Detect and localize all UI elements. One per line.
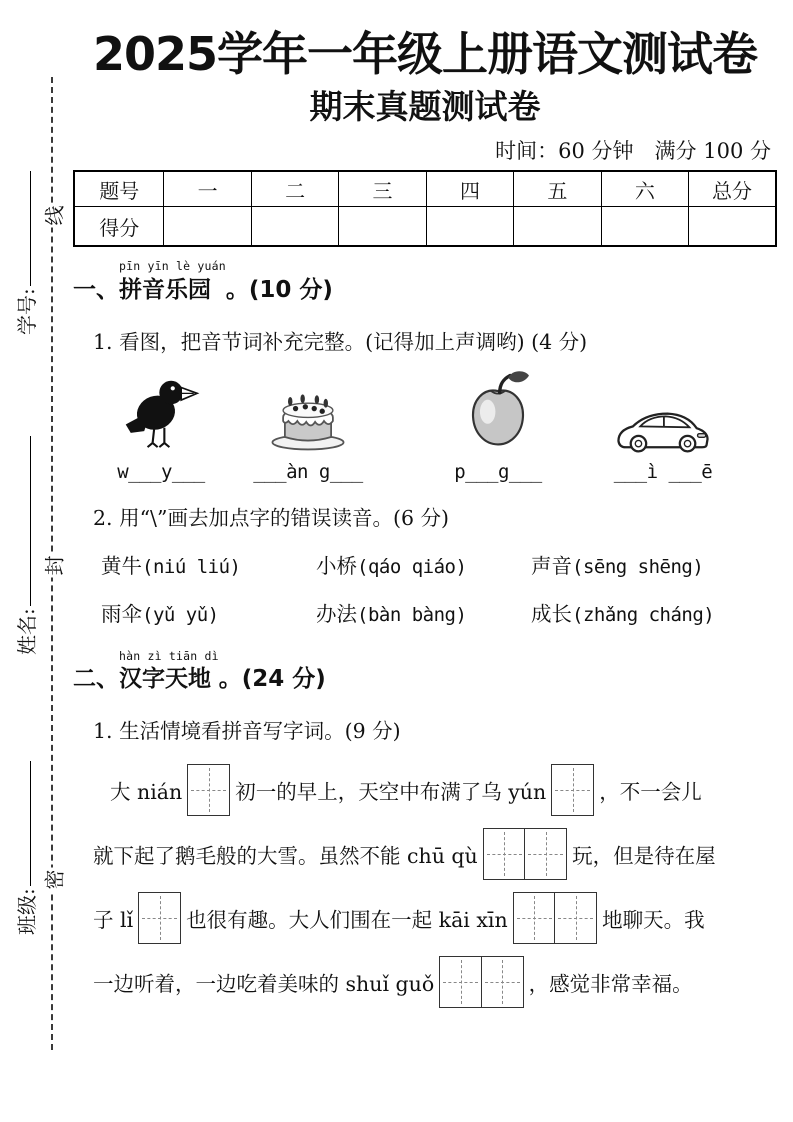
score-input-cell[interactable] bbox=[426, 207, 513, 247]
crow-icon bbox=[117, 369, 205, 453]
write-box[interactable] bbox=[439, 956, 523, 1008]
score-input-cell[interactable] bbox=[164, 207, 251, 247]
score-input-cell[interactable] bbox=[339, 207, 426, 247]
class-blank[interactable] bbox=[28, 761, 31, 886]
word-item bbox=[101, 549, 316, 579]
paragraph-line-3 bbox=[73, 886, 777, 950]
word-row-1 bbox=[73, 549, 777, 579]
line-text: 地聊天。我 bbox=[602, 907, 705, 932]
line-text: 大 nián bbox=[110, 779, 183, 804]
score-input-cell[interactable] bbox=[601, 207, 688, 247]
paragraph-line-1 bbox=[73, 758, 777, 822]
word-reading[interactable]: (qáo qiáo) bbox=[357, 555, 467, 578]
section2-heading bbox=[73, 648, 777, 694]
write-box[interactable] bbox=[187, 764, 230, 816]
score-input-cell[interactable] bbox=[251, 207, 338, 247]
word-item bbox=[316, 549, 531, 579]
student-number-label: 学号: bbox=[15, 288, 39, 335]
score-header-cell: 五 bbox=[514, 171, 601, 207]
page-subtitle: 期末真题测试卷 bbox=[309, 86, 541, 126]
time-score-info: 时间：60 分钟 满分 100 分 bbox=[495, 139, 771, 164]
word-reading[interactable]: (sēng shēng) bbox=[572, 555, 704, 578]
word-cn: 雨伞 bbox=[101, 601, 142, 626]
name-field bbox=[11, 436, 40, 655]
word-item bbox=[531, 549, 703, 579]
cake-icon bbox=[262, 373, 354, 453]
score-table bbox=[73, 170, 777, 247]
word-row-2 bbox=[73, 597, 777, 627]
word-reading[interactable]: (zhǎng cháng) bbox=[572, 603, 715, 626]
score-header-cell: 一 bbox=[164, 171, 251, 207]
item-cake bbox=[238, 363, 378, 483]
line-text: ，感觉非常幸福。 bbox=[528, 971, 693, 996]
student-number-blank[interactable] bbox=[28, 171, 31, 286]
write-box[interactable] bbox=[513, 892, 597, 944]
car-icon bbox=[613, 387, 713, 453]
word-reading[interactable]: (bàn bàng) bbox=[357, 603, 467, 626]
item-apple bbox=[428, 363, 568, 483]
score-header-cell: 六 bbox=[601, 171, 688, 207]
score-table-header-row bbox=[74, 171, 776, 207]
seal-char-feng: 封 bbox=[36, 554, 71, 578]
score-header-cell: 题号 bbox=[74, 171, 164, 207]
section2-points: 。(24 分) bbox=[218, 666, 326, 693]
answer-blank-cake[interactable]: ___àn g___ bbox=[253, 460, 363, 483]
question-2-1-text: 1. 生活情境看拼音写字词。(9 分) bbox=[93, 718, 401, 743]
word-item bbox=[101, 597, 316, 627]
word-cn: 成长 bbox=[531, 601, 572, 626]
section2-pinyin: hàn zì tiān dì bbox=[119, 648, 219, 663]
seal-char-xian: 线 bbox=[36, 204, 71, 228]
apple-icon bbox=[455, 367, 541, 453]
write-box[interactable] bbox=[483, 828, 567, 880]
answer-blank-crow[interactable]: w___y___ bbox=[117, 460, 205, 483]
section1-points: 。(10 分) bbox=[225, 276, 333, 303]
question-1-1-text: 1. 看图，把音节词补充完整。(记得加上声调哟) (4 分) bbox=[93, 329, 588, 354]
name-blank[interactable] bbox=[28, 436, 31, 606]
word-cn: 黄牛 bbox=[101, 553, 142, 578]
word-item bbox=[316, 597, 531, 627]
line-text: 也很有趣。大人们围在一起 kāi xīn bbox=[186, 907, 508, 932]
answer-blank-apple[interactable]: p___g___ bbox=[454, 460, 542, 483]
score-header-cell: 总分 bbox=[689, 171, 776, 207]
line-text: 玩，但是待在屋 bbox=[572, 843, 716, 868]
name-label: 姓名: bbox=[15, 608, 39, 655]
picture-items-row bbox=[73, 363, 777, 485]
paper-content bbox=[73, 0, 777, 1014]
line-text: ，不一会儿 bbox=[599, 779, 702, 804]
write-box[interactable] bbox=[138, 892, 181, 944]
question-1-2-text: 2. 用“\”画去加点字的错误读音。(6 分) bbox=[93, 505, 449, 530]
paragraph-line-2 bbox=[73, 822, 777, 886]
student-number-field bbox=[11, 171, 40, 335]
word-cn: 小桥 bbox=[316, 553, 357, 578]
section2-title: 汉字天地 bbox=[119, 666, 211, 693]
word-cn: 声音 bbox=[531, 553, 572, 578]
section2-number: 二、 bbox=[73, 666, 119, 693]
section1-pinyin: pīn yīn lè yuán bbox=[119, 259, 226, 274]
word-reading[interactable]: (yǔ yǔ) bbox=[142, 603, 219, 626]
line-text: 就下起了鹅毛般的大雪。虽然不能 chū qù bbox=[93, 843, 478, 868]
score-input-cell[interactable] bbox=[689, 207, 776, 247]
seal-char-mi: 密 bbox=[36, 868, 71, 892]
score-input-cell[interactable] bbox=[514, 207, 601, 247]
score-table-score-row bbox=[74, 207, 776, 247]
section1-title: 拼音乐园 bbox=[119, 276, 211, 303]
word-reading[interactable]: (niú liú) bbox=[142, 555, 241, 578]
score-row-label: 得分 bbox=[74, 207, 164, 247]
word-cn: 办法 bbox=[316, 601, 357, 626]
line-text: 子 lǐ bbox=[93, 907, 134, 932]
page-title: 2025学年一年级上册语文测试卷 bbox=[92, 27, 758, 81]
score-header-cell: 三 bbox=[339, 171, 426, 207]
answer-blank-car[interactable]: ___ì ___ē bbox=[613, 460, 713, 483]
line-text: 一边听着，一边吃着美味的 shuǐ guǒ bbox=[93, 971, 435, 996]
paragraph-line-4 bbox=[73, 950, 777, 1014]
class-field bbox=[11, 761, 40, 935]
item-crow bbox=[91, 363, 231, 483]
item-car bbox=[593, 363, 733, 483]
score-header-cell: 二 bbox=[251, 171, 338, 207]
section1-number: 一、 bbox=[73, 276, 119, 303]
score-header-cell: 四 bbox=[426, 171, 513, 207]
section1-heading bbox=[73, 261, 777, 304]
class-label: 班级: bbox=[15, 888, 39, 935]
write-box[interactable] bbox=[551, 764, 594, 816]
line-text: 初一的早上，天空中布满了乌 yún bbox=[235, 779, 547, 804]
word-item bbox=[531, 597, 714, 627]
